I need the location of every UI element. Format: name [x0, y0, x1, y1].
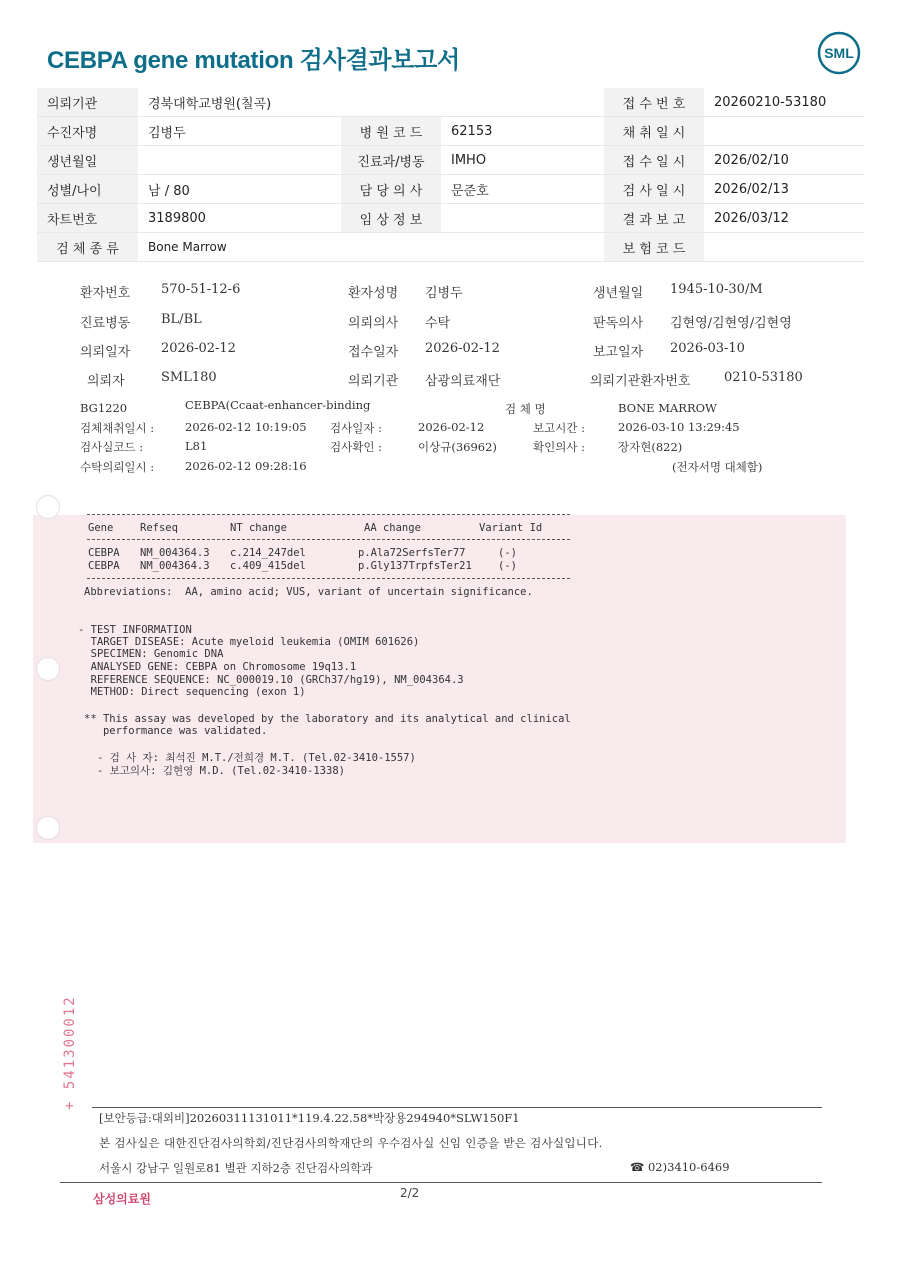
abbreviations: Abbreviations: AA, amino acid; VUS, variant of uncertain significance. [84, 586, 533, 598]
label-department: 진료과/병동 [341, 146, 441, 175]
scan-recv-date-label: 접수일자 [348, 345, 399, 360]
label-chart-no: 차트번호 [37, 204, 138, 233]
result-report: 2026/03/12 [704, 204, 864, 233]
test-time: 2026/02/13 [704, 175, 864, 204]
scan-req-doc: 수탁 [425, 316, 451, 331]
scan-requester-label: 의뢰자 [87, 374, 125, 389]
patient-name: 김병두 [138, 117, 341, 146]
scan-room-code: L81 [185, 439, 208, 453]
reporting-doctor: - 보고의사: 김현영 M.D. (Tel.02-3410-1338) [78, 765, 345, 777]
clinical-info [441, 204, 604, 233]
scan-test-name: CEBPA(Ccaat-enhancer-binding [185, 398, 371, 412]
label-requesting-org: 의뢰기관 [37, 88, 138, 117]
scan-checker: 이상규(36962) [418, 440, 497, 454]
scan-req-doc-label: 의뢰의사 [348, 316, 399, 331]
label-physician: 담 당 의 사 [341, 175, 441, 204]
col-nt-change: NT change [230, 522, 287, 534]
label-received-time: 접 수 일 시 [604, 146, 704, 175]
scan-report-time: 2026-03-10 13:29:45 [618, 420, 740, 434]
scan-requester: SML180 [161, 370, 217, 385]
assay-note-2: performance was validated. [84, 725, 268, 737]
scan-req-org-label: 의뢰기관 [348, 374, 399, 389]
scan-reader: 김현영/김현영/김현영 [670, 316, 792, 331]
scan-patient-no-label: 환자번호 [80, 286, 131, 301]
label-collection-time: 채 취 일 시 [604, 117, 704, 146]
test-info-gene: ANALYSED GENE: CEBPA on Chromosome 19q13.1 [78, 661, 357, 673]
row1-gene: CEBPA [88, 547, 120, 559]
scan-report-date-label: 보고일자 [593, 345, 644, 360]
test-info-target: TARGET DISEASE: Acute myeloid leukemia (OMIM 601626) [78, 636, 420, 648]
label-sex-age: 성별/나이 [37, 175, 138, 204]
col-gene: Gene [88, 522, 114, 534]
row2-nt: c.409_415del [230, 560, 306, 572]
scan-specimen-label: 검 체 명 [505, 402, 546, 416]
test-info-heading: - TEST INFORMATION [78, 624, 192, 636]
scan-test-date: 2026-02-12 [418, 420, 485, 434]
department: IMHO [441, 146, 604, 175]
scan-report-time-label: 보고시간 : [533, 421, 585, 435]
label-patient-name: 수진자명 [37, 117, 138, 146]
punch-hole [36, 816, 60, 840]
footer-bottom-line [60, 1182, 822, 1183]
scan-ward-label: 진료병동 [80, 316, 131, 331]
test-info-method: METHOD: Direct sequencing (exon 1) [78, 686, 306, 698]
sex-age: 남 / 80 [138, 175, 341, 204]
received-time: 2026/02/10 [704, 146, 864, 175]
label-hospital-code: 병 원 코 드 [341, 117, 441, 146]
assay-note-1: ** This assay was developed by the laboratory and its analytical and clinical [84, 713, 571, 725]
scan-birth: 1945-10-30/M [670, 282, 763, 297]
row1-variant: (-) [498, 547, 517, 559]
punch-hole [36, 495, 60, 519]
physician: 문준호 [441, 175, 604, 204]
scan-req-org: 삼광의료재단 [425, 374, 501, 389]
label-test-time: 검 사 일 시 [604, 175, 704, 204]
scan-org-pt-no-label: 의뢰기관환자번호 [590, 374, 691, 389]
label-birth-date: 생년월일 [37, 146, 138, 175]
divider [87, 514, 570, 515]
row1-nt: c.214_247del [230, 547, 306, 559]
scan-test-code: BG1220 [80, 401, 128, 415]
hospital-code: 62153 [441, 117, 604, 146]
label-specimen-type: 검 체 종 류 [37, 233, 138, 262]
label-result-report: 결 과 보 고 [604, 204, 704, 233]
tester-signature: - 검 사 자: 최석진 M.T./전희경 M.T. (Tel.02-3410-1557) [78, 752, 416, 764]
punch-hole [36, 657, 60, 681]
specimen-type: Bone Marrow [138, 233, 604, 262]
col-aa-change: AA change [364, 522, 421, 534]
scan-patient-no: 570-51-12-6 [161, 282, 241, 297]
collection-time [704, 117, 864, 146]
row2-aa: p.Gly137TrpfsTer21 [358, 560, 472, 572]
certification-text: 본 검사실은 대한진단검사의학회/진단검사의학재단의 우수검사실 신임 인증을 받은 검사실입니다. [99, 1136, 603, 1150]
birth-date [138, 146, 341, 175]
lab-phone: ☎ 02)3410-6469 [630, 1160, 730, 1174]
col-variant-id: Variant Id [479, 522, 543, 534]
scan-recv-date: 2026-02-12 [425, 341, 500, 356]
label-clinical-info: 임 상 정 보 [341, 204, 441, 233]
scan-req-date: 2026-02-12 [161, 341, 236, 356]
page-number: 2/2 [400, 1186, 420, 1200]
scan-confirm-label: 확인의사 : [533, 440, 585, 454]
hospital-logo-text: 삼성의료원 [93, 1192, 151, 1206]
divider [87, 578, 570, 579]
accession-no: 20260210-53180 [704, 88, 864, 117]
scan-confirm: 장자현(822) [618, 440, 683, 454]
scan-collect: 2026-02-12 10:19:05 [185, 420, 307, 434]
divider [87, 539, 570, 540]
row2-gene: CEBPA [88, 560, 120, 572]
logo-text: SML [824, 45, 854, 61]
insurance-code [704, 233, 864, 262]
scan-org-pt-no: 0210-53180 [724, 370, 803, 385]
scan-consign-label: 수탁의뢰일시 : [80, 460, 155, 474]
scan-consign: 2026-02-12 09:28:16 [185, 459, 307, 473]
col-refseq: Refseq [140, 522, 178, 534]
scan-collect-label: 검체채취일시 : [80, 421, 155, 435]
chart-no: 3189800 [138, 204, 341, 233]
scan-report-date: 2026-03-10 [670, 341, 745, 356]
label-accession-no: 접 수 번 호 [604, 88, 704, 117]
report-title: CEBPA gene mutation 검사결과보고서 [47, 47, 460, 74]
scan-checker-label: 검사확인 : [330, 440, 382, 454]
label-insurance-code: 보 험 코 드 [604, 233, 704, 262]
vertical-code-text: + 541300012 [62, 995, 78, 1110]
row1-aa: p.Ala72SerfsTer77 [358, 547, 466, 559]
row2-refseq: NM_004364.3 [140, 560, 210, 572]
vertical-barcode-number [54, 988, 84, 1110]
header-info-table [37, 88, 864, 262]
scan-patient-name: 김병두 [425, 286, 463, 301]
footer-top-line [92, 1107, 822, 1108]
test-info-reference: REFERENCE SEQUENCE: NC_000019.10 (GRCh37/hg19), NM_004364.3 [78, 674, 464, 686]
scan-esign: (전자서명 대체함) [672, 460, 763, 474]
scan-reader-label: 판독의사 [593, 316, 644, 331]
test-info-specimen: SPECIMEN: Genomic DNA [78, 648, 224, 660]
scan-req-date-label: 의뢰일자 [80, 345, 131, 360]
lab-address: 서울시 강남구 일원로81 별관 지하2층 진단검사의학과 [99, 1161, 373, 1175]
scan-test-date-label: 검사일자 : [330, 421, 382, 435]
scan-specimen: BONE MARROW [618, 401, 717, 415]
security-line: [보안등급:대외비]20260311131011*119.4.22.58*박장용294940*SLW150F1 [99, 1111, 520, 1125]
row1-refseq: NM_004364.3 [140, 547, 210, 559]
scan-patient-name-label: 환자성명 [348, 286, 399, 301]
scan-room-code-label: 검사실코드 : [80, 440, 144, 454]
scan-birth-label: 생년월일 [593, 286, 644, 301]
requesting-org: 경북대학교병원(칠곡) [138, 88, 604, 117]
row2-variant: (-) [498, 560, 517, 572]
sml-logo [816, 30, 862, 76]
scan-ward: BL/BL [161, 312, 202, 327]
